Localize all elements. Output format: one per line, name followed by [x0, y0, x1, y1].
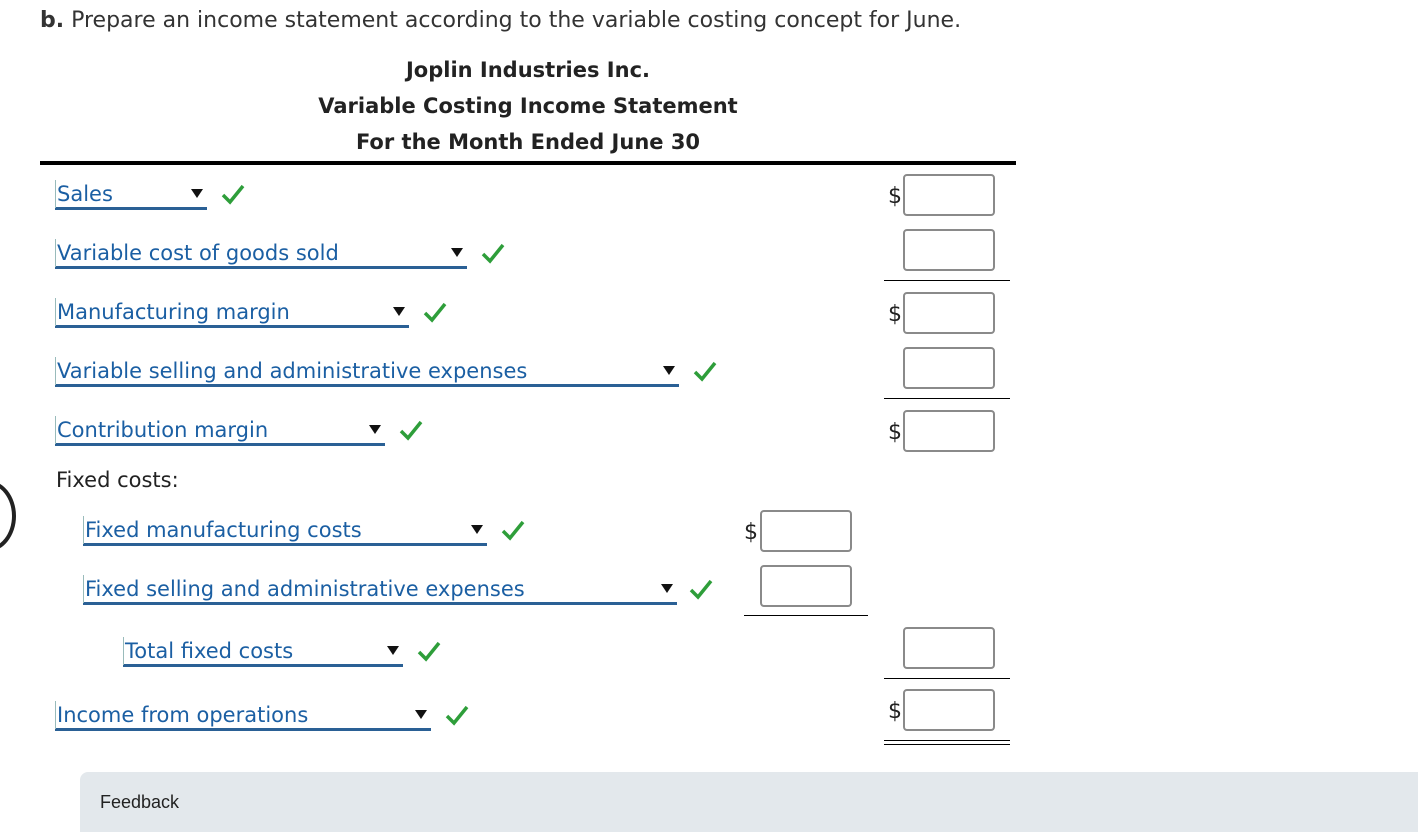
fixed-sa-dropdown[interactable]	[83, 575, 677, 605]
total-fixed-amount-input[interactable]	[903, 627, 995, 669]
sales-label: Sales	[57, 182, 113, 206]
chevron-down-icon	[369, 425, 381, 434]
check-icon	[481, 241, 505, 265]
chevron-down-icon	[415, 710, 427, 719]
variable-cogs-amount-input[interactable]	[903, 229, 995, 271]
double-underline-bottom	[884, 744, 1010, 745]
income-from-operations-label: Income from operations	[57, 703, 309, 727]
check-icon	[221, 182, 245, 206]
question-body: Prepare an income statement according to the variable costing concept for June.	[71, 8, 962, 33]
side-marker	[0, 480, 16, 552]
sales-amount-input[interactable]	[903, 174, 995, 216]
check-icon	[445, 703, 469, 727]
header-rule	[40, 161, 1016, 165]
manufacturing-margin-dropdown[interactable]	[55, 298, 409, 328]
check-icon	[417, 639, 441, 663]
chevron-down-icon	[661, 584, 673, 593]
double-underline-top	[884, 740, 1010, 741]
chevron-down-icon	[393, 307, 405, 316]
statement-title: Variable Costing Income Statement	[318, 94, 738, 118]
contribution-margin-label: Contribution margin	[57, 418, 269, 442]
chevron-down-icon	[191, 189, 203, 198]
check-icon	[501, 518, 525, 542]
contribution-margin-dropdown[interactable]	[55, 416, 385, 446]
variable-cogs-label: Variable cost of goods sold	[57, 241, 339, 265]
question-letter: b.	[40, 8, 65, 33]
chevron-down-icon	[387, 646, 399, 655]
check-icon	[399, 418, 423, 442]
variable-sa-amount-input[interactable]	[903, 347, 995, 389]
dollar-sign: $	[888, 302, 902, 327]
fixed-manufacturing-dropdown[interactable]	[83, 516, 487, 546]
fixed-manufacturing-label: Fixed manufacturing costs	[85, 518, 362, 542]
check-icon	[689, 577, 713, 601]
dollar-sign: $	[744, 520, 758, 545]
total-fixed-label: Total fixed costs	[125, 639, 294, 663]
chevron-down-icon	[471, 525, 483, 534]
variable-sa-dropdown[interactable]	[55, 357, 679, 387]
dollar-sign: $	[888, 699, 902, 724]
check-icon	[693, 359, 717, 383]
company-name: Joplin Industries Inc.	[405, 58, 650, 82]
fixed-sa-amount-input[interactable]	[760, 565, 852, 607]
subtotal-line	[884, 678, 1010, 679]
chevron-down-icon	[663, 366, 675, 375]
variable-sa-label: Variable selling and administrative expenses	[57, 359, 528, 383]
dollar-sign: $	[888, 184, 902, 209]
subtotal-line	[884, 398, 1010, 399]
fixed-sa-label: Fixed selling and administrative expenses	[85, 577, 525, 601]
income-from-operations-amount-input[interactable]	[903, 689, 995, 731]
manufacturing-margin-amount-input[interactable]	[903, 292, 995, 334]
fixed-manufacturing-amount-input[interactable]	[760, 510, 852, 552]
subtotal-line	[884, 280, 1010, 281]
manufacturing-margin-label: Manufacturing margin	[57, 300, 290, 324]
dollar-sign: $	[888, 420, 902, 445]
question-text	[40, 8, 961, 33]
feedback-label: Feedback	[100, 792, 180, 812]
fixed-costs-heading: Fixed costs:	[56, 468, 179, 492]
statement-period: For the Month Ended June 30	[355, 130, 701, 154]
check-icon	[423, 300, 447, 324]
variable-cogs-dropdown[interactable]	[55, 239, 467, 269]
contribution-margin-amount-input[interactable]	[903, 410, 995, 452]
subtotal-line	[744, 615, 868, 616]
feedback-panel[interactable]	[80, 772, 1418, 832]
income-from-operations-dropdown[interactable]	[55, 701, 431, 731]
total-fixed-dropdown[interactable]	[123, 637, 403, 667]
chevron-down-icon	[451, 248, 463, 257]
sales-dropdown[interactable]	[55, 180, 207, 210]
